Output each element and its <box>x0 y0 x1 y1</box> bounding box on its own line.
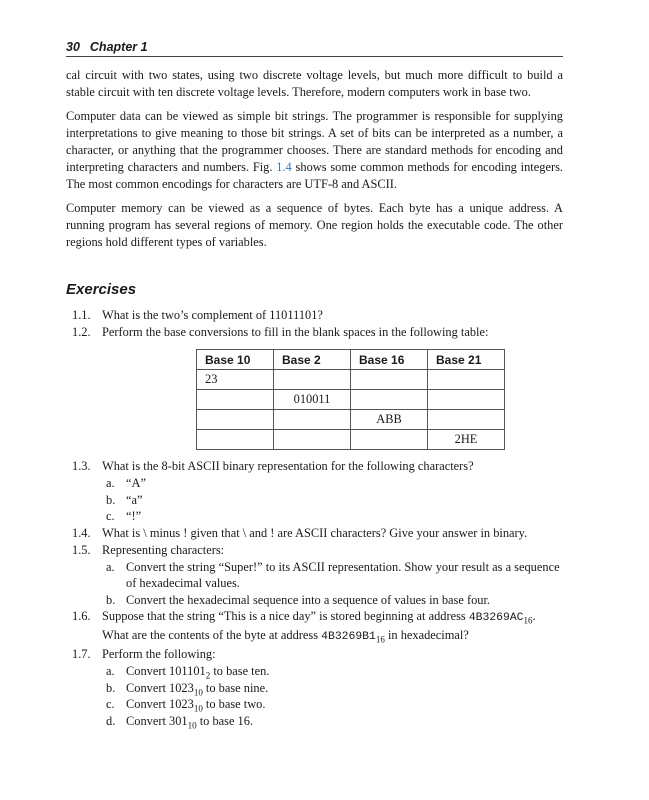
sub-item-letter: b. <box>106 492 116 507</box>
table-header-row <box>197 350 505 370</box>
sub-item-text: to base nine. <box>202 680 269 695</box>
sub-item-text: Convert 1023 <box>126 697 194 711</box>
column-header: Base 16 <box>351 350 428 370</box>
table-row <box>197 430 505 450</box>
sub-item-text: Convert the hexadecimal sequence into a sequence of values in base four. <box>126 592 491 607</box>
exercise-sub-item <box>66 713 563 730</box>
sub-item-text: “a” <box>126 492 143 507</box>
column-header: Base 2 <box>274 350 351 370</box>
exercise-text: in hexadecimal? <box>384 628 469 642</box>
exercise-number: 1.3. <box>72 459 91 473</box>
table-cell <box>197 390 274 410</box>
exercise-text: Perform the base conversions to fill in the blank spaces in the following table: <box>102 325 489 339</box>
sub-item-text: Convert the string “Super!” to its ASCII representation. Show your result as a sequence of hexadecimal values. <box>126 559 560 590</box>
exercises-heading: Exercises <box>66 281 137 298</box>
sub-item-text: “A” <box>126 476 146 490</box>
table-cell <box>428 410 505 430</box>
table-row <box>197 410 505 430</box>
sub-item-text: to base ten. <box>210 664 270 678</box>
sub-item-letter: c. <box>106 697 115 711</box>
exercise-1-7 <box>66 646 563 663</box>
exercise-text: What is the 8-bit ASCII binary representation for the following characters? <box>102 459 474 473</box>
paragraph-1: cal circuit with two states, using two discrete voltage levels, but much more difficult to build a stable circuit with ten discrete voltage levels. Therefore, modern computers work in base two. <box>66 68 563 99</box>
sub-item-letter: b. <box>106 592 116 607</box>
exercise-1-5 <box>66 542 563 559</box>
exercise-1-2 <box>66 324 563 341</box>
sub-item-text: to base two. <box>202 697 266 711</box>
exercise-sub-item <box>66 592 563 609</box>
table-cell <box>274 430 351 450</box>
table-cell <box>197 410 274 430</box>
table-cell: 23 <box>197 370 274 390</box>
exercise-1-1 <box>66 307 563 324</box>
base-subscript: 16 <box>375 634 385 645</box>
table-cell <box>351 430 428 450</box>
exercise-sub-item <box>66 663 563 680</box>
exercise-number: 1.6. <box>72 609 91 623</box>
sub-item-letter: c. <box>106 509 115 523</box>
base-subscript: 2 <box>205 670 211 681</box>
column-header: Base 21 <box>428 350 505 370</box>
exercise-1-4 <box>66 525 563 542</box>
sub-item-text: Convert 1023 <box>126 680 194 695</box>
exercise-text: Perform the following: <box>102 647 216 661</box>
exercise-number: 1.1. <box>72 308 91 322</box>
table-cell: 010011 <box>274 390 351 410</box>
chapter-label: Chapter 1 <box>89 40 148 54</box>
sub-item-letter: a. <box>106 664 115 678</box>
table-cell: 2HE <box>428 430 505 450</box>
exercise-number: 1.7. <box>72 647 91 661</box>
figure-reference-link[interactable]: 1.4 <box>276 160 292 174</box>
sub-item-text: Convert 301 <box>126 713 188 728</box>
sub-item-letter: a. <box>106 476 115 490</box>
exercise-number: 1.5. <box>72 542 91 557</box>
exercise-text: . What are the contents of the byte at address <box>102 609 536 642</box>
exercise-sub-item <box>66 492 563 509</box>
exercise-1-6 <box>66 608 563 646</box>
base-conversion-table <box>196 349 505 450</box>
exercise-text: Representing characters: <box>102 542 225 557</box>
running-head <box>66 38 563 57</box>
paragraph-2 <box>66 108 563 193</box>
sub-item-letter: d. <box>106 713 116 728</box>
column-header: Base 10 <box>197 350 274 370</box>
table-cell <box>428 370 505 390</box>
table-cell <box>351 370 428 390</box>
paragraph-2-text-b: shows some common methods for encoding integers. The most common encodings for characters are UTF-8 and ASCII. <box>66 160 563 191</box>
base-subscript: 10 <box>193 686 203 697</box>
base-subscript: 10 <box>193 703 203 714</box>
table-cell <box>197 430 274 450</box>
sub-item-text: to base 16. <box>196 713 254 728</box>
sub-item-text: Convert 101101 <box>126 664 206 678</box>
exercise-text: Suppose that the string “This is a nice day” is stored beginning at address <box>102 609 469 623</box>
sub-item-text: “!” <box>126 509 142 523</box>
table-cell <box>351 390 428 410</box>
exercise-sub-item <box>66 475 563 492</box>
exercise-sub-item <box>66 696 563 713</box>
address-value: 4B3269AC <box>468 612 524 624</box>
table-cell <box>428 390 505 410</box>
exercise-sub-item <box>66 508 563 525</box>
exercise-sub-item <box>66 559 563 592</box>
base-subscript: 10 <box>187 719 197 730</box>
paragraph-2-text-a: Computer data can be viewed as simple bit strings. The programmer is responsible for supplying interpretations to give meaning to those bit strings. A set of bits can be interpreted as a number, a character, or anything that the programmer chooses. There are standard methods for encoding and interpreting characters and numbers. Fig. <box>66 109 563 174</box>
sub-item-letter: a. <box>106 559 115 574</box>
base-subscript: 16 <box>523 615 533 626</box>
page <box>66 38 563 729</box>
exercise-number: 1.4. <box>72 525 91 540</box>
exercise-text: What is \ minus ! given that \ and ! are ASCII characters? Give your answer in binary. <box>102 525 528 540</box>
table-cell: ABB <box>351 410 428 430</box>
table-row <box>197 370 505 390</box>
exercise-text: What is the two’s complement of 11011101? <box>102 308 323 322</box>
exercise-1-3 <box>66 458 563 475</box>
exercise-sub-item <box>66 680 563 697</box>
exercise-number: 1.2. <box>72 325 91 339</box>
page-number: 30 <box>66 40 80 54</box>
table-cell <box>274 410 351 430</box>
address-value: 4B3269B1 <box>321 631 376 643</box>
table-cell <box>274 370 351 390</box>
paragraph-3: Computer memory can be viewed as a sequence of bytes. Each byte has a unique address. A running program has several regions of memory. One region holds the executable code. The other regions hold different types of variables. <box>66 201 563 249</box>
table-row <box>197 390 505 410</box>
sub-item-letter: b. <box>106 680 116 695</box>
